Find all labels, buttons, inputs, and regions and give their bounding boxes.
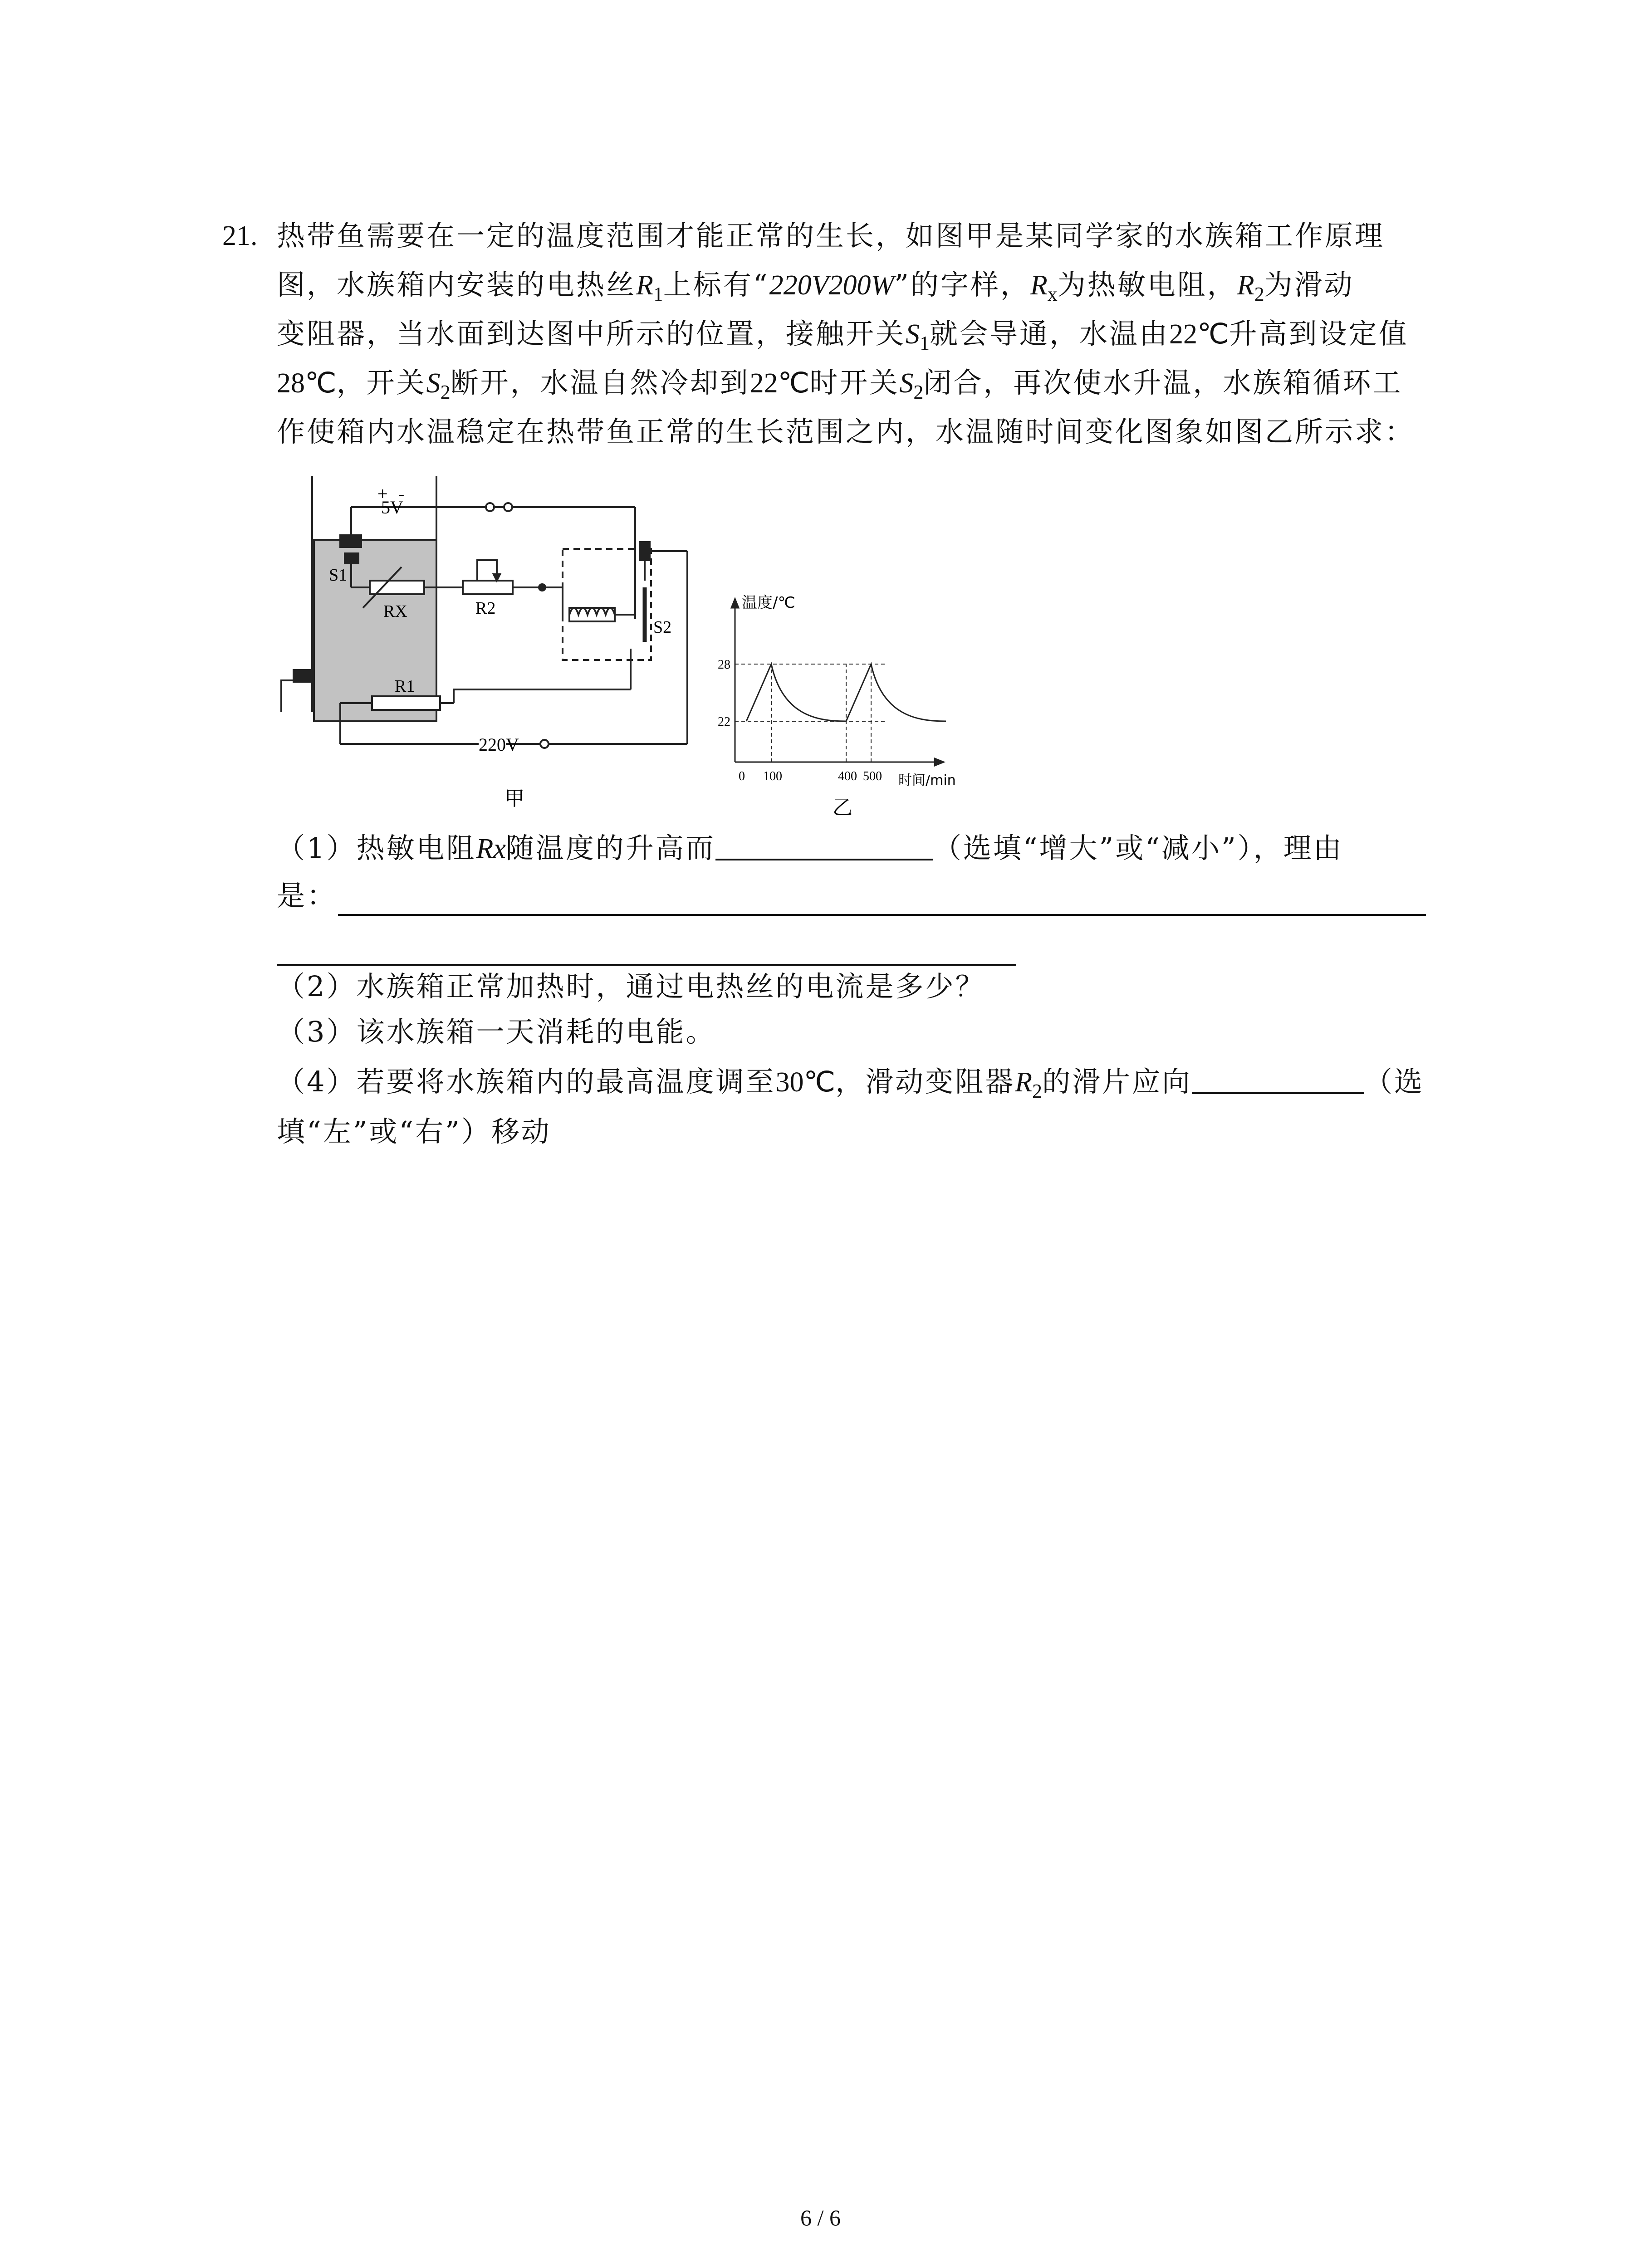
part-4-text: 的滑片应向	[1042, 1065, 1192, 1098]
var-rx-sub: x	[1047, 283, 1058, 305]
label-r1: R1	[395, 677, 415, 696]
relay-coil	[569, 608, 615, 615]
s1-block-top	[339, 534, 362, 548]
var-r2-sub: 2	[1254, 283, 1264, 305]
temperature-chart	[717, 590, 998, 816]
part-4-text: ，滑动变阻器	[835, 1065, 1015, 1098]
question-text-line-5	[277, 414, 1415, 450]
text-segment: 断开，水温自然冷却到	[450, 366, 750, 399]
var-r1: R	[636, 270, 653, 301]
y-axis-arrow	[731, 599, 739, 608]
text-segment: 作使箱内水温稳定在热带鱼正常的生长范围之内，水温随时间变化图象如图乙所示求：	[277, 415, 1415, 448]
var-rx: Rx	[476, 833, 506, 864]
text-segment: 为滑动	[1264, 268, 1354, 301]
y-tick-label: 22	[718, 715, 730, 729]
question-text-line-3	[277, 316, 1409, 362]
relay-box	[563, 549, 651, 660]
x-tick-label: 500	[863, 769, 882, 783]
var-s1: S	[906, 319, 920, 350]
text-segment: ”的字样，	[894, 268, 1030, 301]
part-1-text: （选填“增大”或“减小”），理由	[933, 831, 1343, 865]
part-4-text: （4）若要将水族箱内的最高温度调至	[277, 1065, 776, 1098]
temperature-28: 28℃	[277, 368, 337, 399]
label-s2: S2	[653, 618, 672, 637]
x-axis-label: 时间/min	[898, 772, 956, 788]
resistor-r1	[372, 696, 440, 710]
part-4-text: （选	[1364, 1065, 1425, 1098]
temperature-30: 30℃	[775, 1067, 836, 1098]
text-segment: 就会导通，水温由	[930, 317, 1170, 350]
text-segment: 时开关	[809, 366, 900, 399]
x-tick-label: 0	[739, 769, 745, 783]
terminal-5v-1	[486, 503, 494, 511]
part-2-line	[277, 968, 985, 1005]
part-1-text: （1）热敏电阻	[277, 831, 476, 865]
part-1-line-1	[277, 830, 1343, 867]
text-segment: 闭合，再次使水升温，水族箱循环工	[923, 366, 1403, 399]
rating-text: 220V200W	[769, 270, 895, 301]
question-text-line-1	[277, 218, 1385, 254]
part-2-text: （2）水族箱正常加热时，通过电热丝的电流是多少？	[277, 970, 985, 1003]
part-3-text: （3）该水族箱一天消耗的电能。	[277, 1015, 716, 1048]
var-s2: S	[899, 368, 914, 399]
y-axis-label: 温度/℃	[742, 594, 795, 612]
label-220v: 220V	[479, 734, 519, 755]
part-1-text: 随温度的升高而	[505, 831, 715, 865]
temperature-22: 22℃	[749, 368, 810, 399]
x-tick-label: 400	[838, 769, 857, 783]
answer-line-reason-2[interactable]	[277, 964, 1016, 966]
caption-jia: 甲	[505, 787, 524, 810]
text-segment: 为热敏电阻，	[1057, 268, 1237, 301]
page-number: 6 / 6	[800, 2205, 841, 2230]
y-tick-label: 28	[718, 658, 730, 672]
var-r2-sub: 2	[1032, 1080, 1042, 1102]
caption-yi: 乙	[833, 796, 852, 816]
label-plus: +	[377, 484, 388, 504]
s2-top-block	[640, 542, 650, 560]
var-rx: R	[1030, 270, 1048, 301]
r2-slider-arrow	[494, 574, 500, 581]
question-text-line-4	[277, 365, 1402, 411]
question-text-line-2	[277, 267, 1354, 313]
part-3-line	[277, 1014, 715, 1050]
r2-slider-wire	[477, 560, 497, 581]
var-s2-sub: 2	[913, 381, 924, 403]
answer-line-reason-1[interactable]	[338, 914, 1426, 916]
var-s2-sub: 2	[440, 381, 451, 403]
label-s1: S1	[329, 566, 348, 585]
var-r2: R	[1237, 270, 1254, 301]
label-5v: 5V	[381, 497, 403, 518]
x-tick-label: 100	[763, 769, 782, 783]
text-segment: ，开关	[336, 366, 426, 399]
terminal-220v	[540, 740, 549, 748]
outside-bracket	[281, 680, 304, 712]
x-axis-arrow	[935, 758, 944, 766]
part-4-line-1	[277, 1064, 1424, 1110]
text-segment: 升高到设定值	[1229, 317, 1409, 350]
label-r2: R2	[475, 599, 496, 618]
var-s1-sub: 1	[920, 332, 930, 354]
part-1-line-2	[277, 878, 337, 914]
terminal-5v-2	[504, 503, 512, 511]
question-number: 21.	[222, 220, 258, 251]
var-r1-sub: 1	[653, 283, 663, 305]
text-segment: 图，水族箱内安装的电热丝	[277, 268, 637, 301]
wire-heater-loop	[454, 689, 631, 703]
text-segment: 上标有“	[663, 268, 769, 301]
resistor-r2	[463, 581, 513, 594]
part-4-text: 填“左”或“右”）移动	[277, 1115, 551, 1148]
outside-block	[293, 669, 313, 683]
temperature-22: 22℃	[1169, 319, 1229, 350]
var-s2: S	[426, 368, 441, 399]
answer-blank-1[interactable]	[715, 831, 933, 860]
text-segment: 热带鱼需要在一定的温度范围才能正常的生长，如图甲是某同学家的水族箱工作原理	[277, 219, 1385, 252]
var-r2: R	[1015, 1067, 1032, 1098]
part-4-line-2	[277, 1114, 551, 1150]
s1-block-bottom	[344, 552, 359, 564]
circuit-diagram	[272, 467, 708, 812]
label-rx: RX	[383, 602, 407, 621]
part-1-text: 是：	[277, 879, 337, 912]
text-segment: 变阻器，当水面到达图中所示的位置，接触开关	[277, 317, 906, 350]
answer-blank-4[interactable]	[1192, 1064, 1364, 1094]
label-minus: -	[398, 484, 405, 504]
